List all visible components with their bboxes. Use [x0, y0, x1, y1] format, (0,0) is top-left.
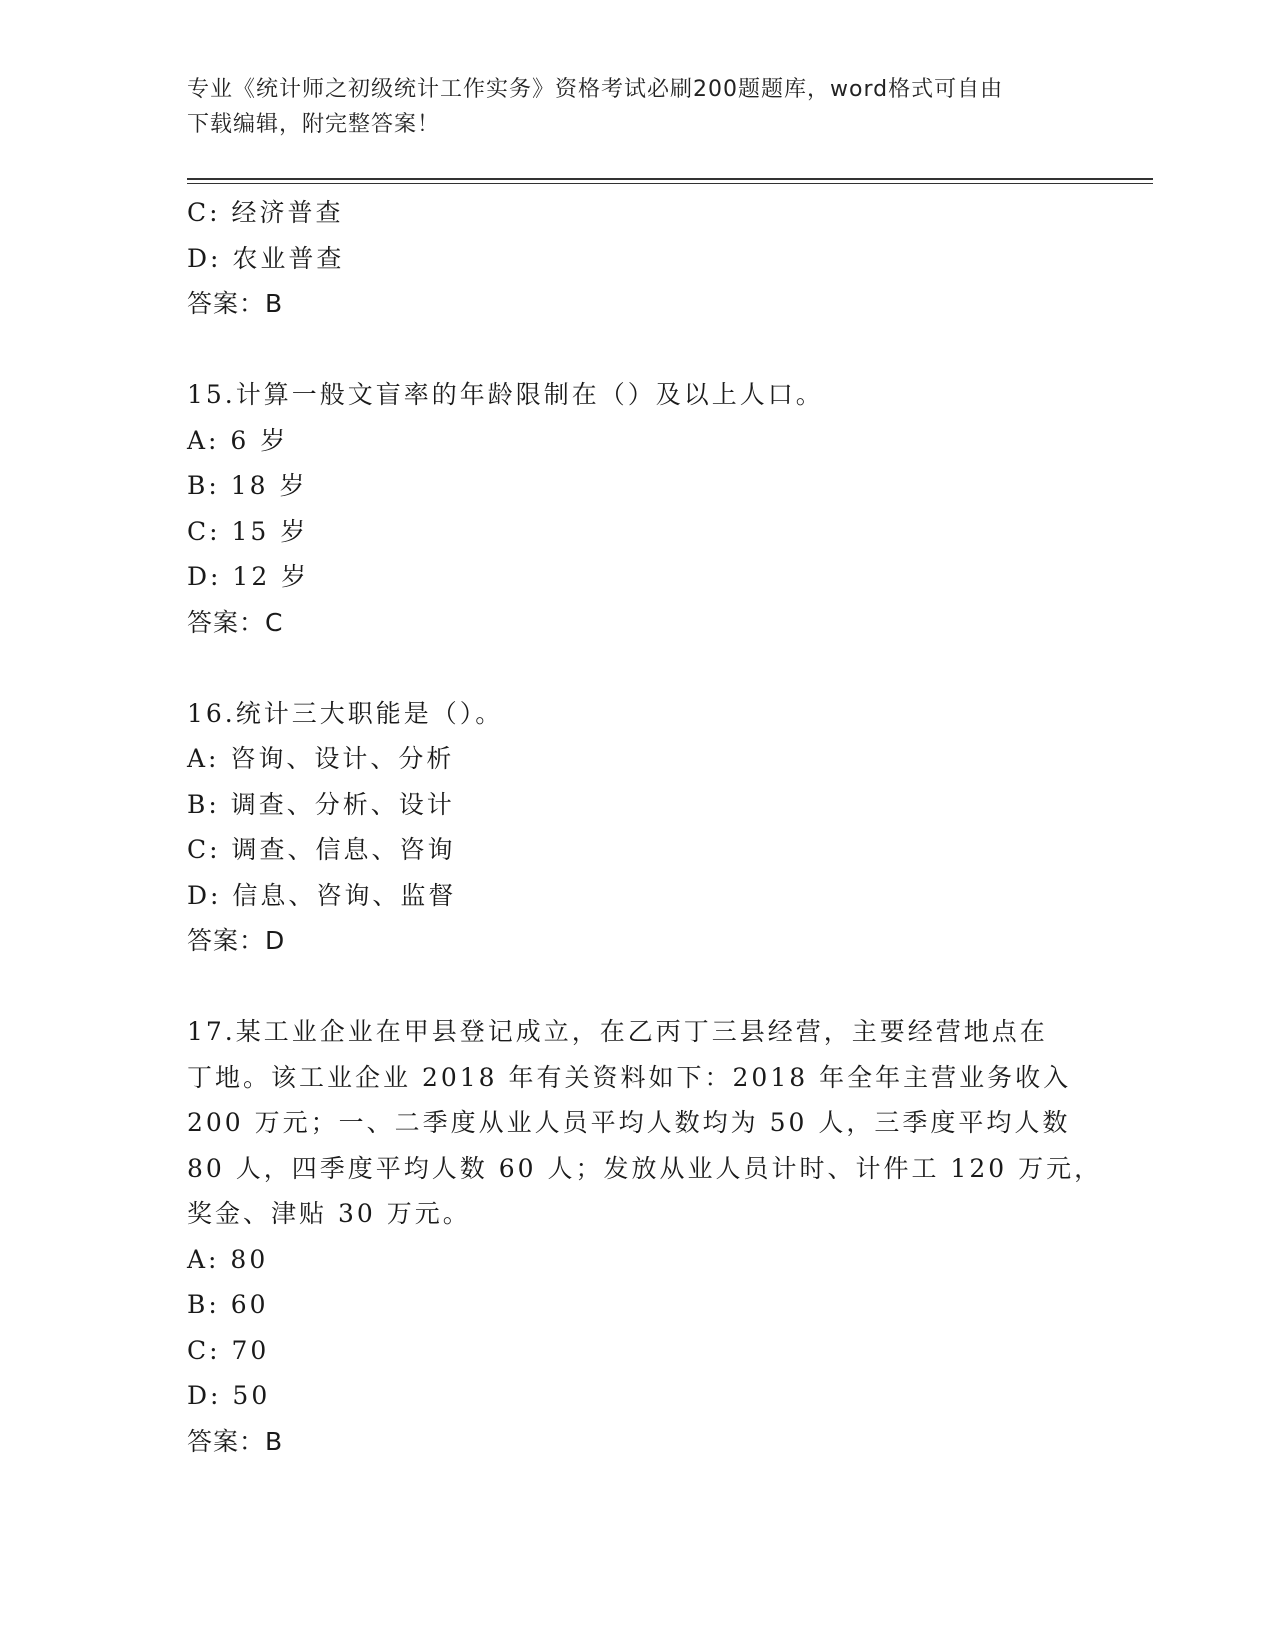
- header-divider-thick: [187, 178, 1153, 180]
- option-d: D: 12 岁: [187, 562, 310, 591]
- answer: 答案：B: [187, 1426, 284, 1456]
- stem-line: 80 人，四季度平均人数 60 人；发放从业人员计时、计件工 120 万元，: [187, 1153, 1103, 1183]
- option-a: A: 6 岁: [187, 425, 289, 455]
- spacer: [187, 327, 1087, 373]
- header-divider-thin: [187, 183, 1153, 184]
- header-line-1: 专业《统计师之初级统计工作实务》资格考试必刷200题题库，word格式可自由: [187, 77, 1004, 102]
- option-b: B: 调查、分析、设计: [187, 789, 455, 819]
- option-d: D: 农业普查: [187, 243, 345, 273]
- question-15: [187, 372, 1087, 645]
- question-stem: [187, 1009, 1103, 1237]
- answer: 答案：C: [187, 607, 284, 637]
- option-c: C: 调查、信息、咨询: [187, 835, 456, 864]
- stem-line: 丁地。该工业企业 2018 年有关资料如下：2018 年全年主营业务收入: [187, 1062, 1072, 1092]
- option-d: D: 50: [187, 1381, 271, 1410]
- question-stem: 16.统计三大职能是（）。: [187, 698, 504, 728]
- question-14: [187, 190, 1087, 327]
- stem-line: 17.某工业企业在甲县登记成立，在乙丙丁三县经营，主要经营地点在: [187, 1017, 1048, 1046]
- option-c: C: 经济普查: [187, 198, 344, 227]
- option-a: A: 咨询、设计、分析: [187, 744, 455, 773]
- spacer: [187, 645, 1087, 691]
- option-b: B: 60: [187, 1290, 269, 1319]
- question-list: [187, 190, 1103, 1464]
- option-d: D: 信息、咨询、监督: [187, 880, 457, 910]
- option-b: B: 18 岁: [187, 471, 308, 500]
- answer: 答案：B: [187, 289, 284, 318]
- option-a: A: 80: [187, 1244, 269, 1274]
- stem-line: 奖金、津贴 30 万元。: [187, 1199, 471, 1228]
- question-stem: 15.计算一般文盲率的年龄限制在（）及以上人口。: [187, 380, 824, 409]
- document-header: [187, 72, 1067, 142]
- spacer: [187, 964, 1087, 1010]
- stem-line: 200 万元；一、二季度从业人员平均人数均为 50 人，三季度平均人数: [187, 1108, 1071, 1137]
- question-17: [187, 1009, 1103, 1464]
- header-line-2: 下载编辑，附完整答案！: [187, 112, 441, 137]
- answer: 答案：D: [187, 926, 286, 955]
- option-c: C: 15 岁: [187, 516, 309, 546]
- option-c: C: 70: [187, 1335, 270, 1365]
- question-16: [187, 691, 1087, 964]
